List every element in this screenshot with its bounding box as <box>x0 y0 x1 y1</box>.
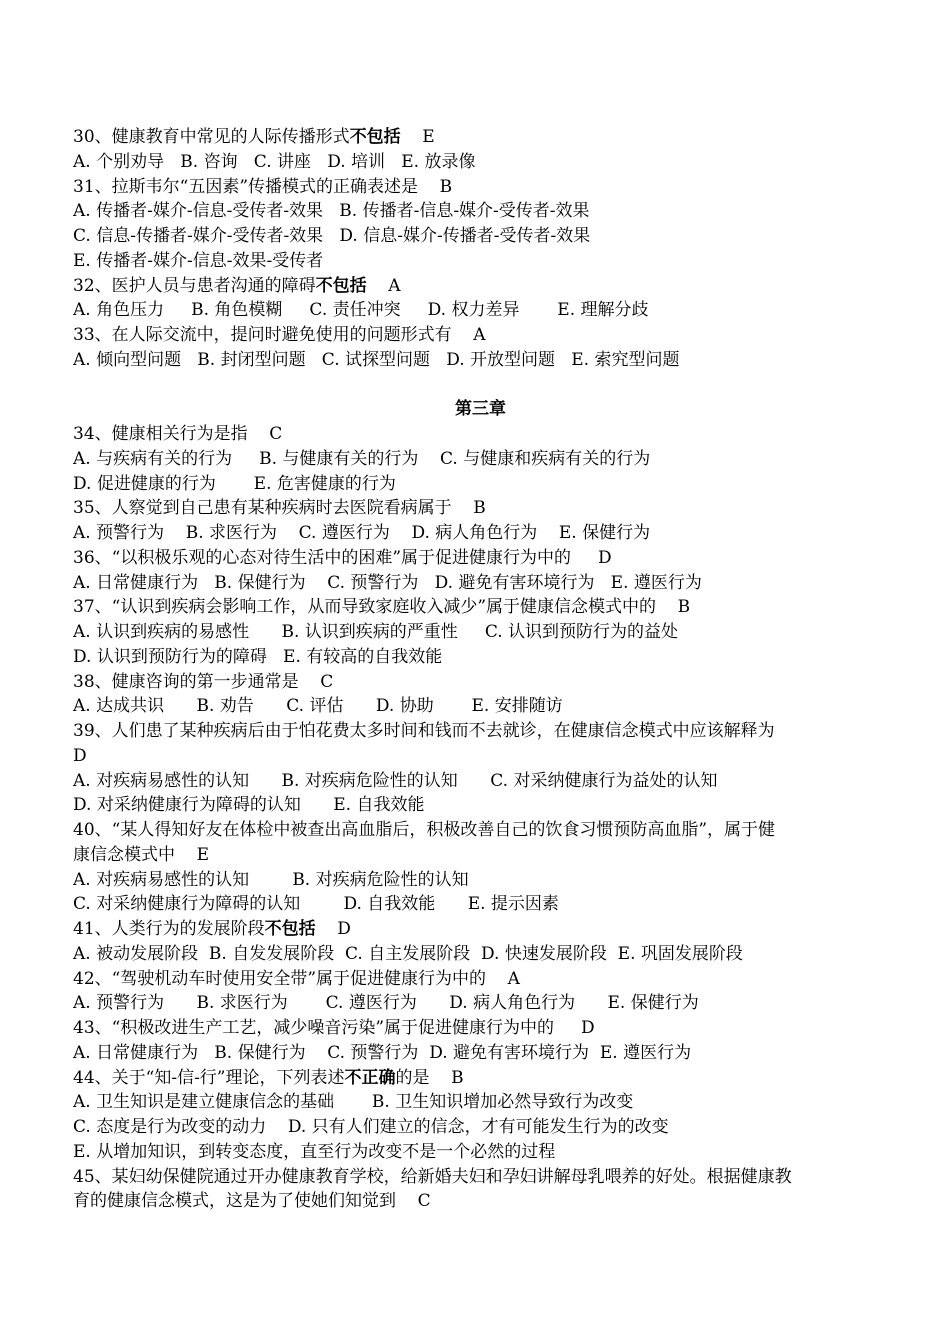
question-41: 41、人类行为的发展阶段不包括 D <box>73 919 351 939</box>
question-34: 34、健康相关行为是指 C <box>73 424 283 444</box>
question-45-line-2: 育的健康信念模式，这是为了使她们知觉到 C <box>73 1191 431 1212</box>
question-42-options: A. 预警行为 B. 求医行为 C. 遵医行为 D. 病人角色行为 E. 保健行为 <box>73 993 699 1014</box>
question-45-line-1: 45、某妇幼保健院通过开办健康教育学校，给新婚夫妇和孕妇讲解母乳喂养的好处。根据健康教 <box>73 1166 792 1187</box>
question-44-options-3: E. 从增加知识，到转变态度，直至行为改变不是一个必然的过程 <box>73 1141 556 1162</box>
question-31-options-3: E. 传播者-媒介-信息-效果-受传者 <box>73 250 324 271</box>
question-38: 38、健康咨询的第一步通常是 C <box>73 671 334 692</box>
question-35: 35、人察觉到自己患有某种疾病时去医院看病属于 B <box>73 498 486 519</box>
question-32-options: A. 角色压力 B. 角色模糊 C. 责任冲突 D. 权力差异 E. 理解分歧 <box>73 300 649 321</box>
question-31-options-2: C. 信息-传播者-媒介-受传者-效果 D. 信息-媒介-传播者-受传者-效果 <box>73 226 591 246</box>
emphasis-incorrect: 不正确 <box>344 1067 396 1088</box>
question-39: 39、人们患了某种疾病后由于怕花费太多时间和钱而不去就诊，在健康信念模式中应该解释为 <box>73 721 775 741</box>
question-36-options: A. 日常健康行为 B. 保健行为 C. 预警行为 D. 避免有害环境行为 E. 遵医行为 <box>73 572 702 593</box>
question-42: 42、“驾驶机动车时使用安全带”属于促进健康行为中的 A <box>73 968 520 989</box>
emphasis-not-include: 不包括 <box>264 919 316 939</box>
question-37: 37、“认识到疾病会影响工作，从而导致家庭收入减少”属于健康信念模式中的 B <box>73 597 691 618</box>
question-36: 36、“以积极乐观的心态对待生活中的困难”属于促进健康行为中的 D <box>73 547 612 568</box>
question-30: 30、健康教育中常见的人际传播形式不包括 E <box>73 127 435 147</box>
question-44: 44、关于“知-信-行”理论，下列表述不正确的是 B <box>73 1067 464 1088</box>
question-32: 32、医护人员与患者沟通的障碍不包括 A <box>73 275 401 296</box>
question-43: 43、“积极改进生产工艺，减少噪音污染”属于促进健康行为中的 D <box>73 1018 595 1038</box>
question-37-options-2: D. 认识到预防行为的障碍 E. 有较高的自我效能 <box>73 646 443 667</box>
question-33: 33、在人际交流中，提问时避免使用的问题形式有 A <box>73 325 486 345</box>
emphasis-not-include: 不包括 <box>315 275 367 296</box>
question-40-line-2: 康信念模式中 E <box>73 844 210 865</box>
question-44-options-1: A. 卫生知识是建立健康信念的基础 B. 卫生知识增加必然导致行为改变 <box>73 1092 634 1113</box>
question-39-options-2: D. 对采纳健康行为障碍的认知 E. 自我效能 <box>73 795 425 816</box>
question-35-options: A. 预警行为 B. 求医行为 C. 遵医行为 D. 病人角色行为 E. 保健行为 <box>73 523 651 543</box>
question-39-answer: D <box>73 745 87 766</box>
question-30-options: A. 个别劝导 B. 咨询 C. 讲座 D. 培训 E. 放录像 <box>73 151 476 172</box>
emphasis-not-include: 不包括 <box>349 127 401 147</box>
question-40-options-2: C. 对采纳健康行为障碍的认知 D. 自我效能 E. 提示因素 <box>73 894 559 915</box>
question-44-options-2: C. 态度是行为改变的动力 D. 只有人们建立的信念，才有可能发生行为的改变 <box>73 1117 669 1137</box>
question-33-options: A. 倾向型问题 B. 封闭型问题 C. 试探型问题 D. 开放型问题 E. 索究型问题 <box>73 349 680 370</box>
chapter-heading: 第三章 <box>455 399 506 420</box>
question-40-line-1: 40、“某人得知好友在体检中被查出高血脂后，积极改善自己的饮食习惯预防高血脂”，属于健 <box>73 820 776 840</box>
question-38-options: A. 达成共识 B. 劝告 C. 评估 D. 协助 E. 安排随访 <box>73 696 563 717</box>
question-31-options-1: A. 传播者-媒介-信息-受传者-效果 B. 传播者-信息-媒介-受传者-效果 <box>73 201 590 222</box>
question-list <box>73 125 888 1214</box>
question-43-options: A. 日常健康行为 B. 保健行为 C. 预警行为 D. 避免有害环境行为 E. 遵医行为 <box>73 1042 692 1063</box>
question-39-options-1: A. 对疾病易感性的认知 B. 对疾病危险性的认知 C. 对采纳健康行为益处的认知 <box>73 770 718 791</box>
question-41-options: A. 被动发展阶段 B. 自发发展阶段 C. 自主发展阶段 D. 快速发展阶段 E. 巩固发展阶段 <box>73 943 743 964</box>
question-34-options-2: D. 促进健康的行为 E. 危害健康的行为 <box>73 473 396 494</box>
question-34-options-1: A. 与疾病有关的行为 B. 与健康有关的行为 C. 与健康和疾病有关的行为 <box>73 448 651 469</box>
question-37-options-1: A. 认识到疾病的易感性 B. 认识到疾病的严重性 C. 认识到预防行为的益处 <box>73 622 679 642</box>
question-31: 31、拉斯韦尔“五因素”传播模式的正确表述是 B <box>73 176 453 197</box>
question-40-options-1: A. 对疾病易感性的认知 B. 对疾病危险性的认知 <box>73 869 469 890</box>
